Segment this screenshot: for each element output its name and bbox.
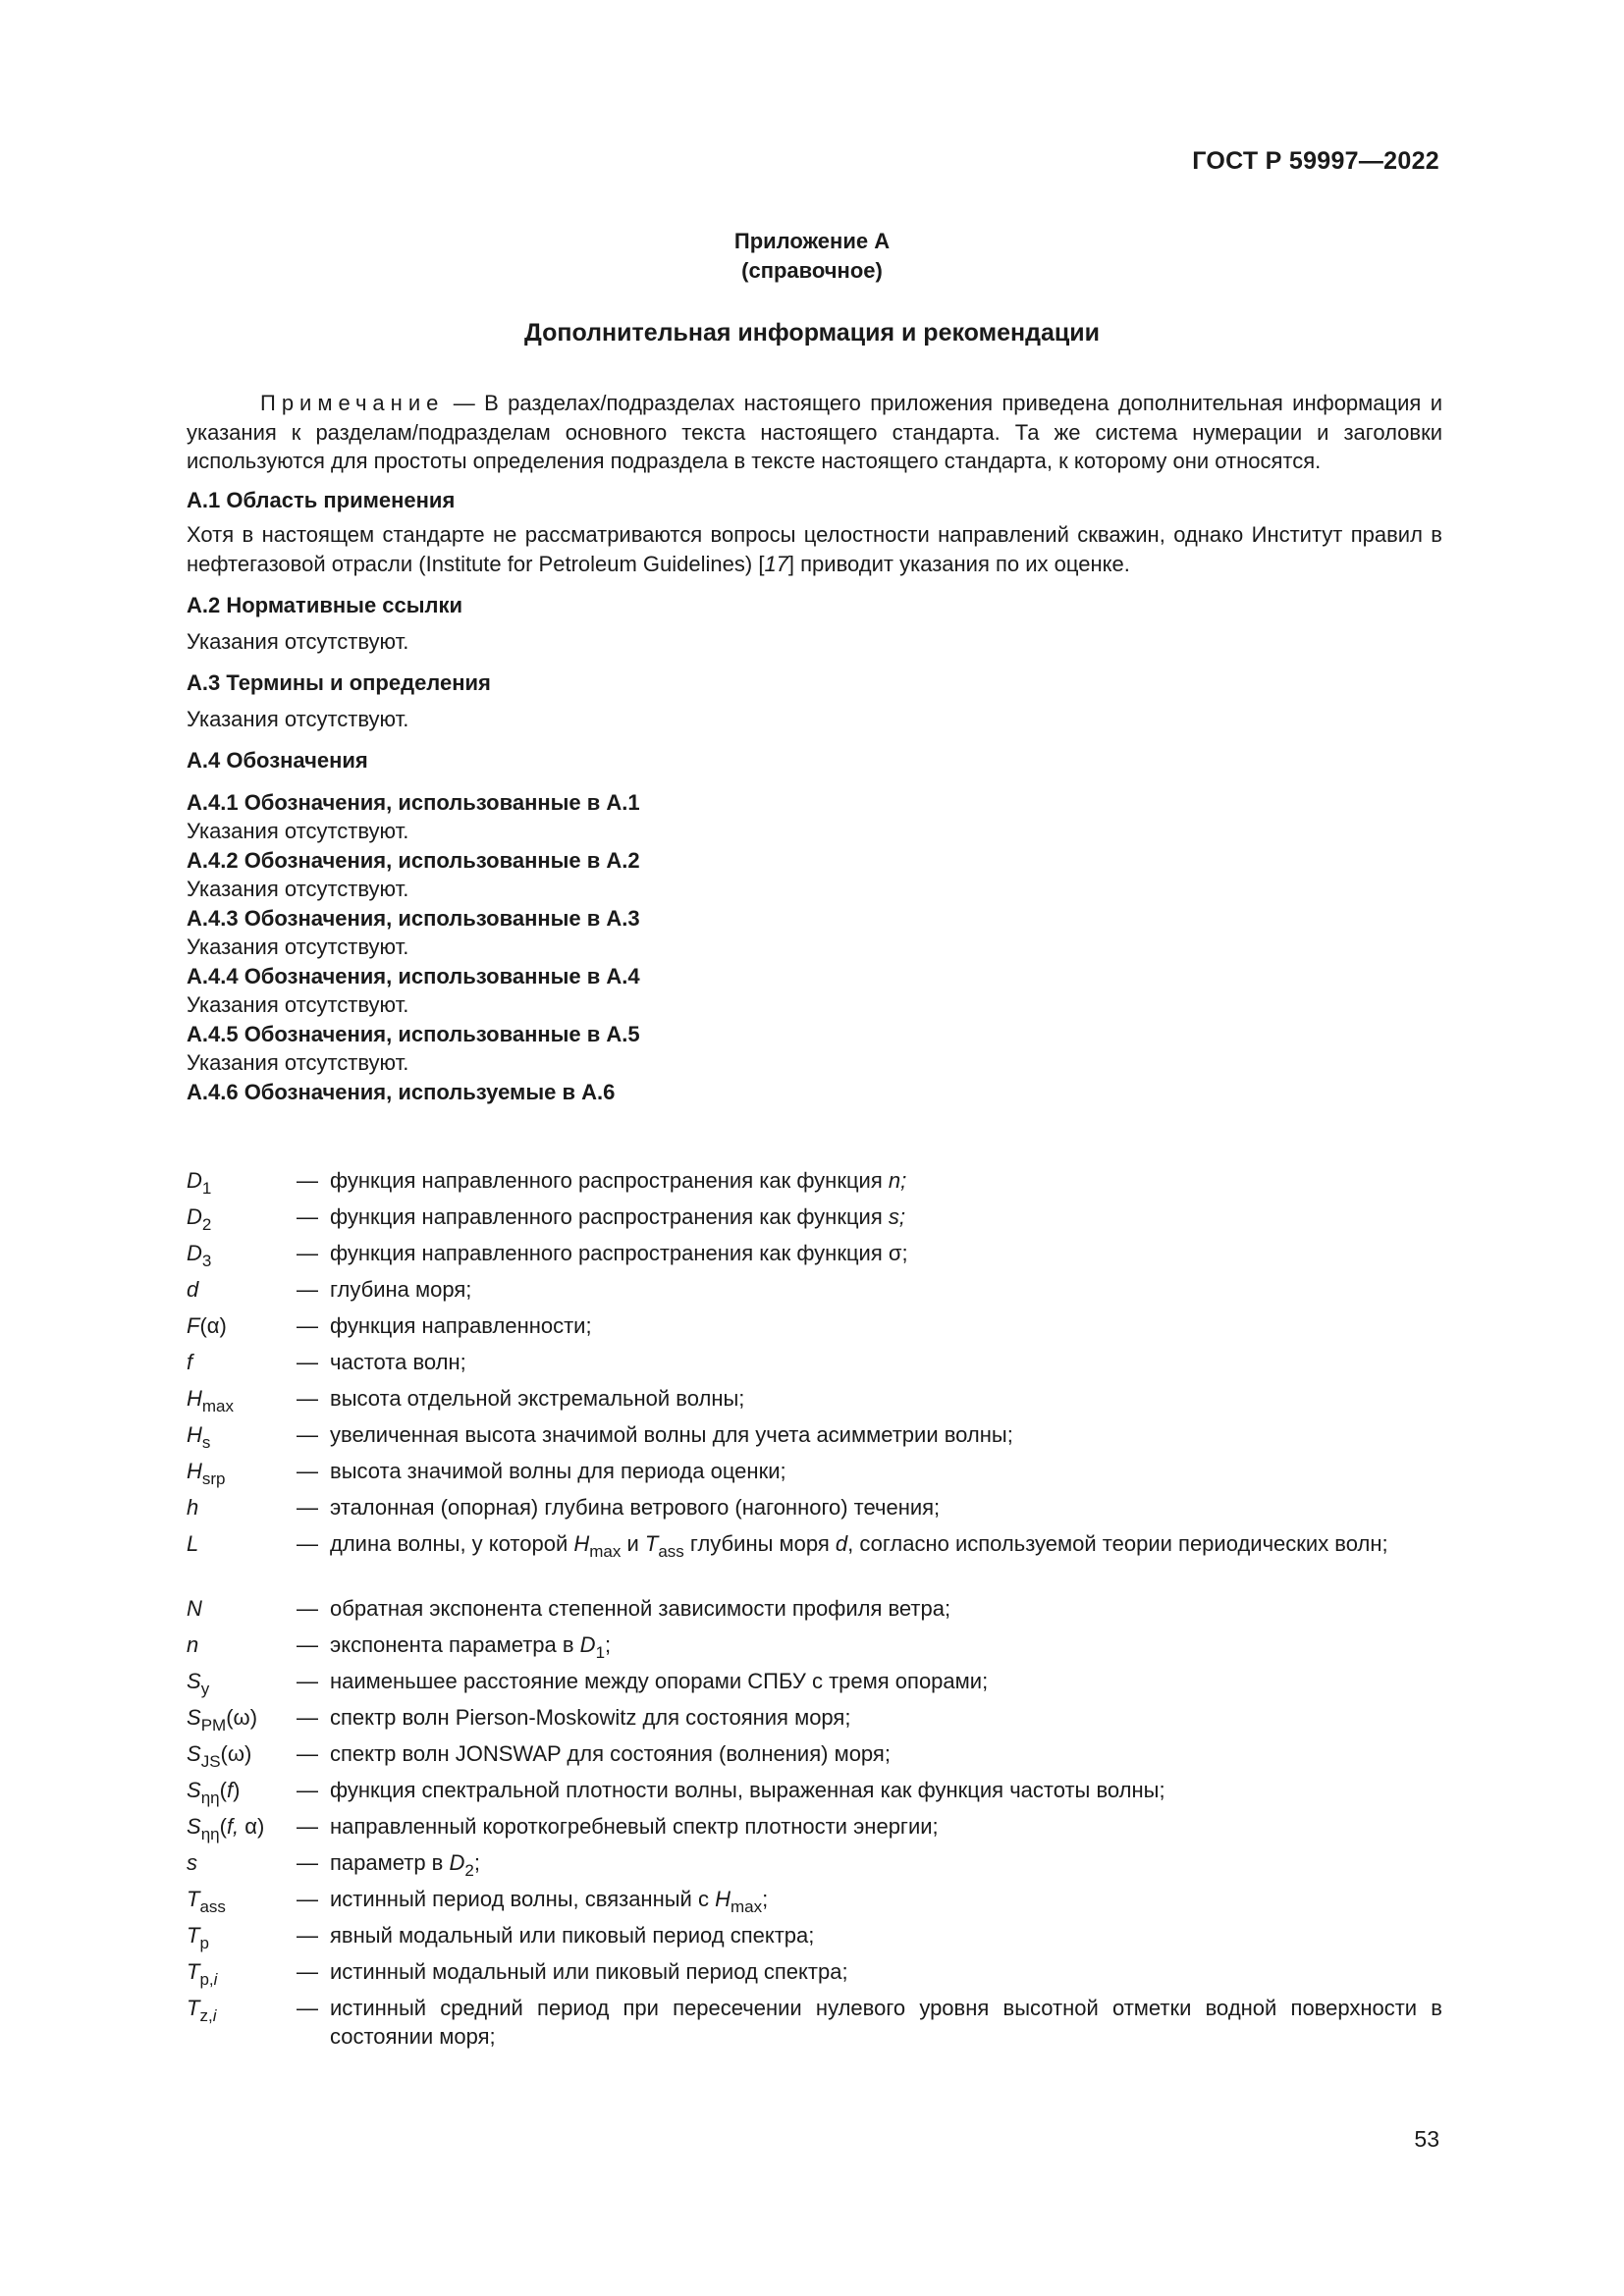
symbol-dash: — [297,1531,318,1556]
symbol-dash: — [297,1850,318,1875]
symbol-text-part: ( [219,1814,227,1839]
symbol-dash: — [297,1422,318,1447]
symbol-text-part: ) [233,1778,241,1802]
symbol-text-part: f [187,1350,193,1374]
symbol-description [330,1384,1442,1413]
symbol-row [187,1202,1442,1239]
symbol-text-part: d [187,1277,199,1302]
document-header: ГОСТ Р 59997—2022 [1192,147,1439,175]
symbol-text-part: 2 [464,1861,474,1880]
symbol-row [187,1921,1442,1957]
symbol-text-part: n; [888,1168,907,1193]
symbol-text-part: функция направленного распространения как функция σ; [330,1241,908,1265]
symbol-description [330,1812,1442,1841]
symbol-dash: — [297,1204,318,1229]
symbol-text-part: JS [200,1752,221,1771]
symbol-dash: — [297,1814,318,1839]
subsection-heading: А.4.3 Обозначения, использованные в А.3 [187,905,640,931]
symbol-text-part: функция спектральной плотности волны, выраженная как функция частоты волны; [330,1778,1165,1802]
note-label: Примечание [260,391,445,415]
symbol-text-part: ηη [200,1825,220,1843]
symbol-text-part: f [226,1778,234,1802]
symbol-description [330,1493,1442,1522]
symbol-text-part: (ω) [220,1741,252,1766]
annex-type: (справочное) [741,258,883,283]
symbol-row [187,1166,1442,1202]
symbol-text-part [199,2006,216,2025]
symbols-list [187,1166,1442,2051]
symbol-text-part: функция направленности; [330,1313,592,1338]
symbol-dash: — [297,1705,318,1730]
symbol-text-part: истинный модальный или пиковый период спектра; [330,1959,848,1984]
symbol-text-part: глубина моря; [330,1277,472,1302]
subsection-heading: А.4.5 Обозначения, использованные в А.5 [187,1021,640,1046]
symbol-text-part: , согласно используемой теории периодических волн; [847,1531,1388,1556]
symbol-text-part [202,1469,226,1488]
section-heading-a1: А.1 Область применения [187,487,456,512]
symbol-row [187,1667,1442,1703]
symbol-notation [187,1812,297,1841]
symbol-text-part [202,1215,211,1234]
symbol-notation [187,1457,297,1488]
symbol-notation [187,1384,297,1413]
symbol-dash: — [297,1350,318,1374]
symbol-text-part: ass [658,1542,684,1561]
symbol-row [187,1493,1442,1529]
symbol-notation [187,1667,297,1698]
symbol-text-part: S [187,1705,201,1730]
symbol-text-part: H [187,1386,202,1411]
symbol-text-part: D [579,1632,596,1657]
symbol-notation [187,1630,297,1659]
symbol-text-part [201,1680,210,1698]
symbol-text-part: 1 [595,1643,606,1662]
symbol-text-part: D [449,1850,465,1875]
symbol-text-part: α [244,1814,257,1839]
symbol-text-part: (α) [199,1313,227,1338]
symbol-description [330,1703,1442,1732]
symbol-description [330,1667,1442,1695]
symbol-text-part: D [187,1168,202,1193]
symbol-text-part: экспонента параметра в [330,1632,580,1657]
note-text: — В разделах/подразделах настоящего приложения приведена дополнительная информация и указания к разделам/подразделам основного текста настоящего стандарта. Та же система нумерации и заголовки используются для простоты определения подраздела в тексте настоящего стандарта, к которому они относятся. [187,391,1442,473]
annex-label: Приложение А [733,229,891,253]
symbol-text-part: F [187,1313,200,1338]
symbol-text-part: srp [201,1469,226,1488]
symbol-description [330,1239,1442,1267]
subsection-text: Указания отсутствуют. [187,877,409,901]
symbol-notation [187,1994,297,2025]
symbol-row [187,1885,1442,1921]
symbol-text-part: s [187,1850,197,1875]
subsection-text: Указания отсутствуют. [187,819,409,843]
symbol-dash: — [297,1459,318,1483]
symbol-text-part [201,1716,227,1735]
symbol-text-part: спектр волн JONSWAP для состояния (волнения) моря; [330,1741,891,1766]
symbol-text-part: 1 [201,1179,212,1198]
annex-title [0,227,1624,286]
symbol-text-part [202,1397,234,1415]
symbol-notation [187,1420,297,1452]
symbol-row [187,1812,1442,1848]
subsection-heading: А.4.4 Обозначения, использованные в А.4 [187,963,640,988]
symbol-text-part: глубины моря [683,1531,836,1556]
symbol-text-part: функция направленного распространения как функция [330,1168,889,1193]
symbol-row [187,1957,1442,1994]
symbol-notation [187,1202,297,1234]
a1-text-after: ] приводит указания по их оценке. [787,551,1130,576]
symbol-notation [187,1239,297,1270]
symbol-notation [187,1493,297,1522]
symbol-description [330,1202,1442,1231]
symbol-row [187,1275,1442,1311]
symbol-text-part: H [187,1422,202,1447]
symbol-text-part: высота значимой волны для периода оценки; [330,1459,786,1483]
symbol-text-part: истинный период волны, связанный с [330,1887,716,1911]
symbol-text-part: направленный короткогребневый спектр плотности энергии; [330,1814,939,1839]
symbol-row [187,1239,1442,1275]
symbol-description [330,1776,1442,1804]
symbol-text-part: спектр волн Pierson-Moskowitz для состояния моря; [330,1705,851,1730]
symbol-description [330,1921,1442,1949]
subsection-heading: А.4.1 Обозначения, использованные в А.1 [187,789,640,815]
symbol-description [330,1275,1442,1304]
symbol-text-part: обратная экспонента степенной зависимости профиля ветра; [330,1596,951,1621]
symbol-text-part: h [187,1495,199,1520]
symbol-dash: — [297,1741,318,1766]
section-heading-a3: А.3 Термины и определения [187,670,491,695]
symbol-text-part: функция направленного распространения как функция [330,1204,889,1229]
symbol-text-part: n [187,1632,199,1657]
symbol-notation [187,1776,297,1807]
symbol-text-part: длина волны, у которой [330,1531,574,1556]
symbol-row [187,1348,1442,1384]
symbol-dash: — [297,1923,318,1948]
symbol-text-part [202,1179,211,1198]
main-title: Дополнительная информация и рекомендации [524,319,1100,347]
symbol-text-part: D [187,1241,202,1265]
symbol-row [187,1703,1442,1739]
symbol-text-part: L [187,1531,199,1556]
symbol-text-part: N [187,1596,202,1621]
symbol-text-part: H [573,1531,590,1556]
symbol-text-part: ) [257,1814,265,1839]
symbol-notation [187,1529,297,1558]
symbol-text-part [201,1752,221,1771]
symbol-text-part: H [187,1459,202,1483]
symbol-description [330,1957,1442,1986]
subsection-heading: А.4.2 Обозначения, использованные в А.2 [187,847,640,873]
a1-reference: 17 [764,551,788,576]
symbol-text-part: увеличенная высота значимой волны для учета асимметрии волны; [330,1422,1013,1447]
symbol-description [330,1457,1442,1485]
symbol-notation [187,1739,297,1771]
symbol-description [330,1311,1442,1340]
symbol-text-part: ass [199,1897,226,1916]
symbol-row [187,1420,1442,1457]
symbol-description [330,1848,1442,1880]
symbol-text-part: T [187,1887,200,1911]
symbol-dash: — [297,1596,318,1621]
symbol-text-part [201,1825,220,1843]
symbol-text-part: эталонная (опорная) глубина ветрового (нагонного) течения; [330,1495,941,1520]
symbol-row [187,1311,1442,1348]
symbol-text-part [202,1433,211,1452]
symbol-text-part: S [187,1669,201,1693]
symbol-notation [187,1311,297,1340]
symbol-description [330,1166,1442,1195]
section-heading-a2: А.2 Нормативные ссылки [187,593,463,617]
symbol-text-part: y [200,1680,210,1698]
symbol-notation [187,1275,297,1304]
symbol-notation [187,1885,297,1916]
symbol-dash: — [297,1778,318,1802]
symbol-row [187,1457,1442,1493]
symbol-notation [187,1594,297,1623]
symbol-text-part: 2 [201,1215,212,1234]
symbol-notation [187,1166,297,1198]
symbol-text-part: ηη [200,1789,220,1807]
symbol-description [330,1739,1442,1768]
symbol-text-part: 3 [201,1252,212,1270]
symbol-row [187,1739,1442,1776]
symbol-text-part: max [201,1397,235,1415]
symbol-text-part: i [213,1970,218,1989]
section-heading-a4: А.4 Обозначения [187,748,368,773]
symbol-description [330,1630,1442,1662]
symbol-notation [187,1348,297,1376]
symbol-row [187,1529,1442,1594]
symbol-text-part: наименьшее расстояние между опорами СПБУ с тремя опорами; [330,1669,989,1693]
symbol-dash: — [297,1669,318,1693]
symbol-text-part: max [730,1897,763,1916]
symbol-text-part [201,1789,220,1807]
symbol-description [330,1885,1442,1916]
a1-text-before: Хотя в настоящем стандарте не рассматриваются вопросы целостности направлений скважин, однако Институт правил в нефтегазовой отрасли (Institute for Petroleum Guidelines) [ [187,522,1442,576]
symbol-text-part: i [212,2006,217,2025]
symbol-dash: — [297,1495,318,1520]
symbol-text-part [199,1897,225,1916]
symbol-text-part: z, [199,2006,213,2025]
symbol-text-part: PM [200,1716,227,1735]
symbol-row [187,1848,1442,1885]
symbol-text-part: ; [762,1887,769,1911]
section-text-a1 [187,520,1442,578]
symbol-text-part: параметр в [330,1850,450,1875]
page-number: 53 [1414,2126,1439,2152]
symbol-dash: — [297,1313,318,1338]
symbol-text-part: p, [199,1970,214,1989]
subsection-text: Указания отсутствуют. [187,992,409,1017]
symbol-dash: — [297,1277,318,1302]
symbol-dash: — [297,1887,318,1911]
symbol-description [330,1529,1442,1561]
symbol-text-part: S [187,1741,201,1766]
symbol-text-part: частота волн; [330,1350,466,1374]
note-paragraph [187,389,1442,476]
symbol-text-part: ( [219,1778,227,1802]
symbol-row [187,1994,1442,2051]
symbol-description [330,1348,1442,1376]
symbol-row [187,1776,1442,1812]
symbol-text-part: ; [605,1632,612,1657]
symbol-dash: — [297,1959,318,1984]
subsection-text: Указания отсутствуют. [187,934,409,959]
symbol-notation [187,1957,297,1989]
symbol-dash: — [297,1241,318,1265]
symbol-text-part: H [715,1887,731,1911]
symbol-text-part: max [589,1542,622,1561]
symbol-dash: — [297,1168,318,1193]
section-text-a2: Указания отсутствуют. [187,628,409,654]
symbol-text-part: высота отдельной экстремальной волны; [330,1386,745,1411]
symbol-text-part: S [187,1814,201,1839]
symbol-description [330,1994,1442,2051]
symbol-row [187,1594,1442,1630]
symbol-row [187,1384,1442,1420]
symbol-text-part: ; [473,1850,480,1875]
symbol-text-part: T [644,1531,659,1556]
symbol-text-part: p [199,1934,209,1952]
body-text [187,389,1442,1106]
symbol-text-part [202,1252,211,1270]
symbol-text-part: явный модальный или пиковый период спектра; [330,1923,815,1948]
symbol-description [330,1594,1442,1623]
symbol-dash: — [297,1996,318,2020]
symbol-text-part [199,1970,217,1989]
symbol-text-part: S [187,1778,201,1802]
symbol-text-part [199,1934,208,1952]
symbol-text-part: s [201,1433,211,1452]
symbol-text-part: d [835,1531,848,1556]
symbol-text-part: и [621,1531,645,1556]
section-text-a3: Указания отсутствуют. [187,706,409,731]
subsection-text: Указания отсутствуют. [187,1050,409,1075]
symbol-text-part: T [187,1959,200,1984]
symbol-notation [187,1848,297,1877]
symbol-text-part: истинный средний период при пересечении нулевого уровня высотной отметки водной поверхности в состоянии моря; [330,1996,1442,2049]
symbol-row [187,1630,1442,1667]
symbol-notation [187,1921,297,1952]
symbol-dash: — [297,1386,318,1411]
symbol-text-part: D [187,1204,202,1229]
symbol-dash: — [297,1632,318,1657]
symbol-text-part: s; [888,1204,905,1229]
symbol-description [330,1420,1442,1449]
symbol-text-part: f, [226,1814,245,1839]
symbol-text-part: T [187,1996,200,2020]
symbol-text-part: T [187,1923,200,1948]
symbol-notation [187,1703,297,1735]
symbol-text-part: (ω) [226,1705,258,1730]
subsection-heading-a46: А.4.6 Обозначения, используемые в А.6 [187,1079,616,1104]
